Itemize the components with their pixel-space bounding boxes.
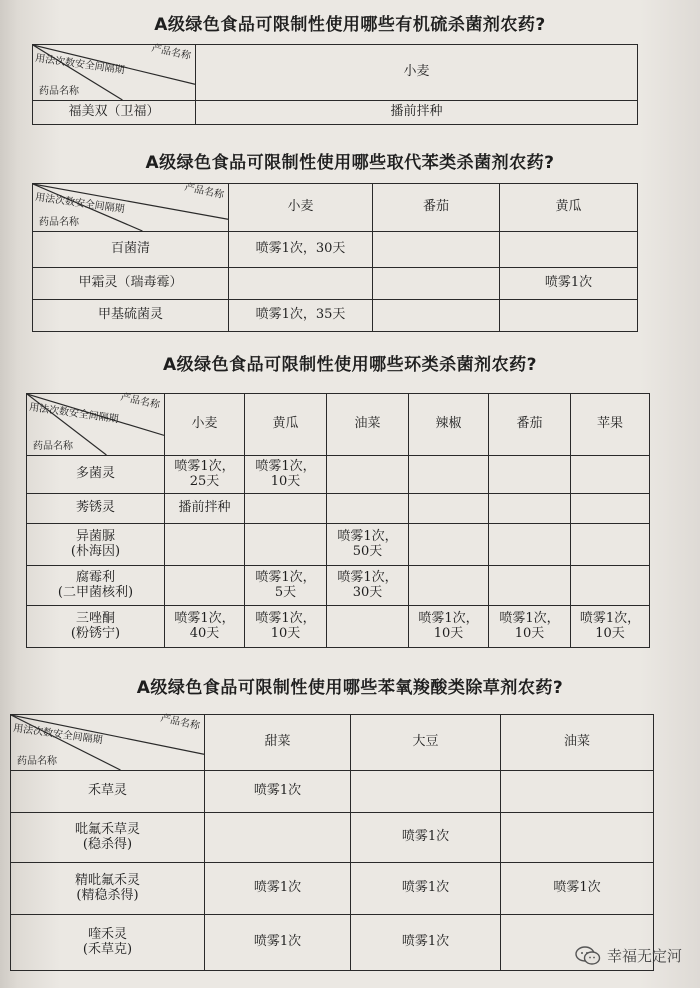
- usage-cell: [489, 494, 571, 524]
- usage-cell: [571, 566, 650, 606]
- usage-cell: 喷雾1次， 10天: [409, 606, 489, 648]
- usage-cell: [501, 771, 654, 813]
- usage-cell: [409, 456, 489, 494]
- usage-cell: [165, 566, 245, 606]
- usage-cell: [489, 456, 571, 494]
- usage-cell: [571, 524, 650, 566]
- header-drug-label: 药品名称: [33, 440, 73, 452]
- usage-cell: 喷雾1次， 10天: [571, 606, 650, 648]
- column-header: 小麦: [165, 394, 245, 456]
- header-product-label: 产品名称: [150, 42, 192, 63]
- usage-cell: [165, 524, 245, 566]
- column-header: 黄瓜: [245, 394, 327, 456]
- usage-cell: [373, 300, 500, 332]
- column-header: 大豆: [351, 715, 501, 771]
- table1: [32, 44, 638, 125]
- usage-cell: [373, 232, 500, 268]
- drug-name-cell: 精吡氟禾灵 (精稳杀得): [11, 863, 205, 915]
- usage-cell: 喷雾1次: [205, 771, 351, 813]
- usage-cell: [571, 456, 650, 494]
- usage-cell: [501, 813, 654, 863]
- header-usage-label: 用法次数安全间隔期: [34, 192, 126, 216]
- header-drug-label: 药品名称: [39, 216, 79, 228]
- usage-cell: [327, 494, 409, 524]
- table3-title: A级绿色食品可限制性使用哪些环类杀菌剂农药?: [162, 355, 538, 375]
- usage-cell: 喷雾1次，30天: [229, 232, 373, 268]
- column-header: 番茄: [489, 394, 571, 456]
- usage-cell: 喷雾1次: [351, 863, 501, 915]
- table3-header-diagonal: [27, 391, 165, 456]
- usage-cell: 喷雾1次: [501, 863, 654, 915]
- usage-cell: [500, 232, 638, 268]
- usage-cell: 喷雾1次， 10天: [245, 606, 327, 648]
- drug-name-cell: 甲基硫菌灵: [33, 300, 229, 332]
- column-header: 甜菜: [205, 715, 351, 771]
- drug-name-cell: 福美双（卫福）: [33, 101, 196, 125]
- column-header: 辣椒: [409, 394, 489, 456]
- table2: [32, 183, 638, 332]
- drug-name-cell: 百菌清: [33, 232, 229, 268]
- drug-name-cell: 腐霉利 (二甲菌核利): [27, 566, 165, 606]
- column-header: 油菜: [501, 715, 654, 771]
- usage-cell: [409, 524, 489, 566]
- column-header: 黄瓜: [500, 184, 638, 232]
- usage-cell: 喷雾1次: [205, 915, 351, 971]
- wechat-icon: [575, 946, 601, 966]
- usage-cell: 喷雾1次， 40天: [165, 606, 245, 648]
- usage-cell: 喷雾1次， 30天: [327, 566, 409, 606]
- usage-cell: 喷雾1次， 5天: [245, 566, 327, 606]
- usage-cell: 喷雾1次: [205, 863, 351, 915]
- column-header: 油菜: [327, 394, 409, 456]
- usage-cell: [409, 494, 489, 524]
- usage-cell: 喷雾1次，35天: [229, 300, 373, 332]
- table3: [26, 393, 650, 648]
- table2-header-diagonal: [33, 181, 229, 232]
- drug-name-cell: 喹禾灵 (禾草克): [11, 915, 205, 971]
- usage-cell: [373, 268, 500, 300]
- table1-title: A级绿色食品可限制性使用哪些有机硫杀菌剂农药?: [154, 15, 546, 35]
- usage-cell: [229, 268, 373, 300]
- watermark-text: 幸福无定河: [606, 947, 682, 965]
- usage-cell: 喷雾1次， 25天: [165, 456, 245, 494]
- usage-cell: [245, 494, 327, 524]
- header-drug-label: 药品名称: [17, 755, 57, 767]
- usage-cell: [351, 771, 501, 813]
- header-usage-label: 用法次数安全间隔期: [12, 723, 104, 747]
- usage-cell: 喷雾1次， 10天: [489, 606, 571, 648]
- table4: [10, 714, 654, 971]
- header-product-label: 产品名称: [159, 712, 201, 733]
- column-header: 小麦: [229, 184, 373, 232]
- header-product-label: 产品名称: [119, 391, 161, 412]
- usage-cell: [571, 494, 650, 524]
- usage-cell: 播前拌种: [165, 494, 245, 524]
- usage-cell: [409, 566, 489, 606]
- header-drug-label: 药品名称: [39, 85, 79, 97]
- header-usage-label: 用法次数安全间隔期: [34, 53, 126, 77]
- usage-cell: 喷雾1次: [351, 813, 501, 863]
- table4-title: A级绿色食品可限制性使用哪些苯氧羧酸类除草剂农药?: [136, 678, 564, 698]
- column-header: 番茄: [373, 184, 500, 232]
- usage-cell: 喷雾1次: [351, 915, 501, 971]
- usage-cell: [327, 606, 409, 648]
- drug-name-cell: 三唑酮 (粉锈宁): [27, 606, 165, 648]
- drug-name-cell: 禾草灵: [11, 771, 205, 813]
- usage-cell: [500, 300, 638, 332]
- drug-name-cell: 吡氟禾草灵 (稳杀得): [11, 813, 205, 863]
- usage-cell: 播前拌种: [196, 101, 638, 125]
- usage-cell: 喷雾1次， 50天: [327, 524, 409, 566]
- usage-cell: [245, 524, 327, 566]
- usage-cell: [489, 566, 571, 606]
- usage-cell: [205, 813, 351, 863]
- usage-cell: [489, 524, 571, 566]
- drug-name-cell: 莠锈灵: [27, 494, 165, 524]
- header-product-label: 产品名称: [183, 181, 225, 202]
- drug-name-cell: 异菌脲 (朴海因): [27, 524, 165, 566]
- usage-cell: 喷雾1次， 10天: [245, 456, 327, 494]
- watermark: [575, 945, 682, 966]
- drug-name-cell: 甲霜灵（瑞毒霉）: [33, 268, 229, 300]
- drug-name-cell: 多菌灵: [27, 456, 165, 494]
- column-header: 小麦: [196, 45, 638, 101]
- column-header: 苹果: [571, 394, 650, 456]
- header-usage-label: 用法次数安全间隔期: [28, 402, 120, 426]
- table4-header-diagonal: [11, 712, 205, 771]
- table1-header-diagonal: [33, 42, 196, 101]
- usage-cell: 喷雾1次: [500, 268, 638, 300]
- usage-cell: [327, 456, 409, 494]
- table2-title: A级绿色食品可限制性使用哪些取代苯类杀菌剂农药?: [145, 153, 555, 173]
